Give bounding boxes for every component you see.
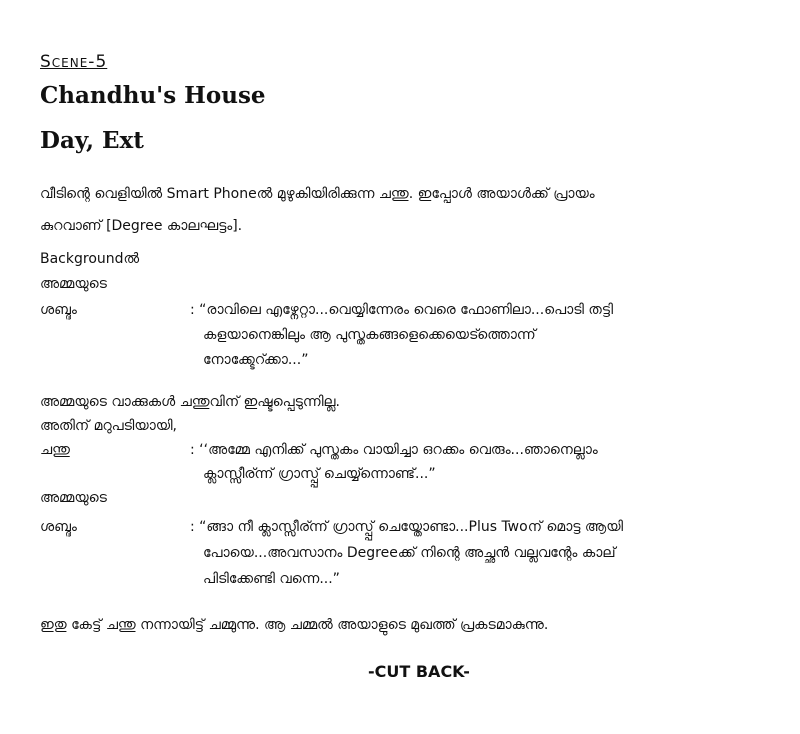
action-line: ഇതു കേട്ട് ചന്തു നന്നായിട്ട് ചമ്മുന്നു. ആ ചമ്മൽ അയാളുടെ മുഖത്ത് പ്രകടമാകുന്നു. — [40, 617, 549, 633]
dialogue-line: പോയെ...അവസാനം Degreeക്ക് നിന്റെ അച്ഛൻ വല്ലവന്റേം കാല് — [203, 545, 616, 561]
speaker-name: ശബ്ദം — [40, 302, 77, 318]
dialogue-line: നോക്ക്ടേറ്ക്കാ...” — [203, 352, 309, 368]
action-line: വീടിന്റെ വെളിയിൽ Smart Phoneൽ മുഴുകിയിരിക്കുന്ന ചന്തു. ഇപ്പോൾ അയാൾക്ക് പ്രായം — [40, 186, 595, 202]
transition: -CUT BACK- — [368, 662, 470, 681]
scene-time: Day, Ext — [40, 127, 144, 154]
dialogue-line: പിടിക്കേണ്ടി വന്നെ...” — [203, 571, 340, 587]
scene-location: Chandhu's House — [40, 82, 266, 109]
speaker-name: അമ്മയുടെ — [40, 490, 107, 506]
speaker-name: ശബ്ദം — [40, 519, 77, 535]
speaker-name: ചന്തു — [40, 442, 70, 458]
action-line: അമ്മയുടെ വാക്കുകൾ ചന്തുവിന് ഇഷ്ടപ്പെടുന്നില്ല. — [40, 394, 340, 410]
action-line: കുറവാണ് [Degree കാലഘട്ടം]. — [40, 218, 243, 234]
background-label: Backgroundൽ — [40, 251, 140, 267]
dialogue-line: ക്ലാസ്സീര്ന്ന് ഗ്രാസ്പ്പ് ചെയ്യ്ന്നൊണ്ട്...” — [203, 466, 436, 482]
dialogue-line: കളയാനെങ്കിലും ആ പുസ്തകങ്ങളെക്കെയെട്ത്തൊന്ന് — [203, 327, 536, 343]
dialogue-line: : “ങ്ങാ നീ ക്ലാസ്സീര്ന്ന് ഗ്രാസ്പ്പ് ചെയ്തോണ്ടാ...Plus Twoന് മൊട്ട ആയി — [190, 519, 624, 535]
dialogue-line: : ‘‘അമ്മേ എനിക്ക് പുസ്തകം വായിച്ചാ ഒറക്കം വെരും...ഞാനെല്ലാം — [190, 442, 598, 458]
dialogue-line: : “രാവിലെ എഴ്നേറ്റാ...വെയ്യിന്നേരം വെരെ ഫോണിലാ...പൊടി തട്ടി — [190, 302, 614, 318]
scene-number: Scene-5 — [40, 52, 108, 72]
speaker-name: അമ്മയുടെ — [40, 276, 107, 292]
action-line: അതിന് മറുപടിയായി, — [40, 418, 177, 434]
